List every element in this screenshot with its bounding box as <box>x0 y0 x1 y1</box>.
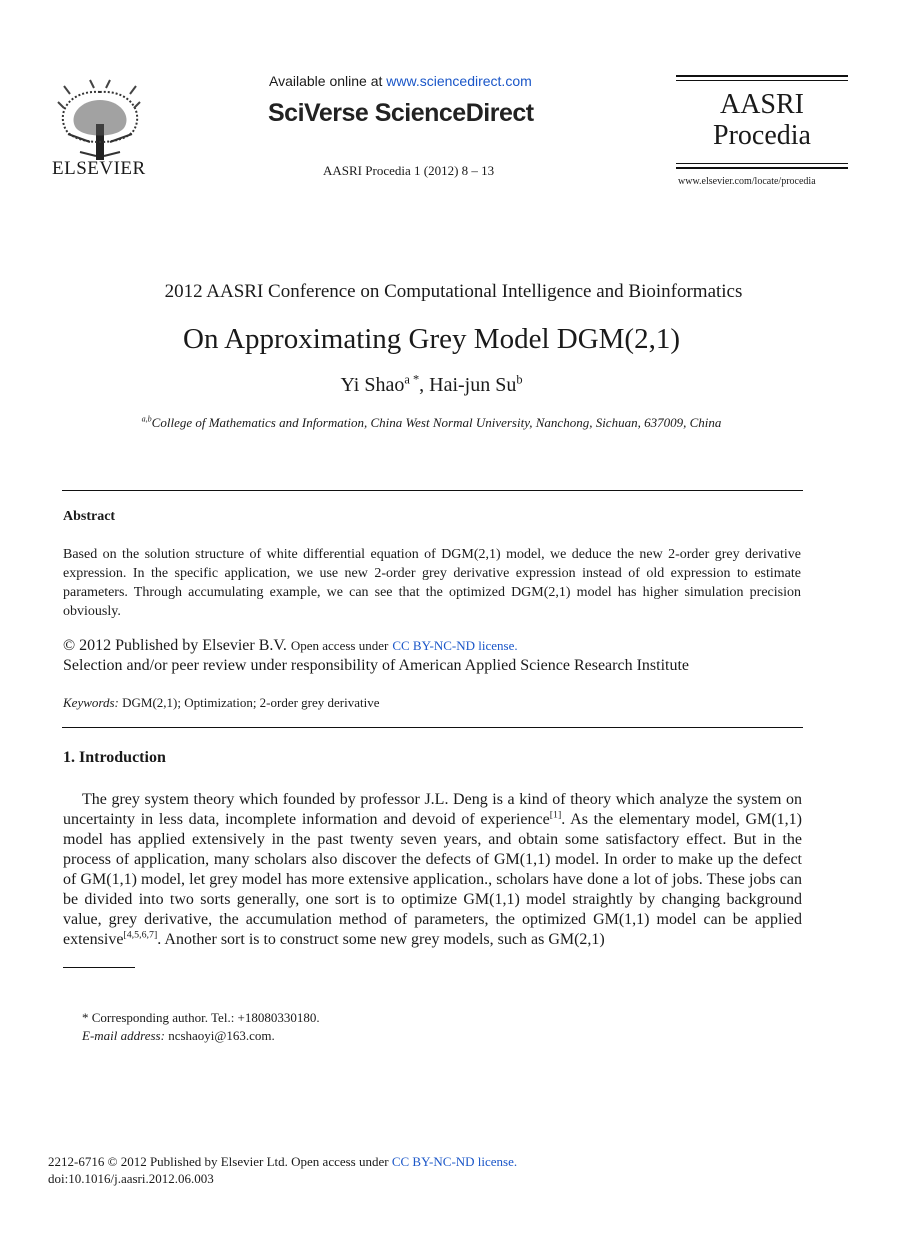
issn-text: 2212-6716 © 2012 Published by Elsevier Ltd. Open access under <box>48 1154 389 1169</box>
journal-name <box>676 89 848 151</box>
email-label: E-mail address: <box>82 1028 165 1043</box>
abstract-top-rule <box>62 490 803 491</box>
masthead-rule-bottom-thin <box>676 163 848 164</box>
affiliation-text: College of Mathematics and Information, China West Normal University, Nanchong, Sichuan, 637009, China <box>151 415 722 430</box>
intro-text-part1: The grey system theory which founded by professor J.L. Deng is a kind of theory which analyze the system on uncertainty in less data, incomplete information and devoid of experience <box>63 791 802 828</box>
elsevier-logo <box>50 72 150 182</box>
keywords <box>63 695 380 711</box>
keywords-list: DGM(2,1); Optimization; 2-order grey derivative <box>122 695 380 710</box>
affiliation-mark: a,b <box>141 414 152 424</box>
journal-masthead <box>676 75 848 171</box>
author-list <box>0 374 863 397</box>
citation-ref: [4,5,6,7] <box>123 929 158 941</box>
license-link[interactable]: CC BY-NC-ND license. <box>392 638 518 653</box>
abstract-text: Based on the solution structure of white differential equation of DGM(2,1) model, we deduce the new 2-order grey derivative expression. In the specific application, we use new 2-order grey derivative expression instead of old expression to estimate parameters. Through accumulating example, we can see that the optimized DGM(2,1) model has higher simulation precision obviously. <box>63 547 801 619</box>
masthead-rule-top <box>676 75 848 77</box>
journal-url[interactable]: www.elsevier.com/locate/procedia <box>678 176 816 187</box>
logo-wordmark: ELSEVIER <box>52 158 146 179</box>
author-name: Hai-jun Su <box>429 374 517 396</box>
paper-title: On Approximating Grey Model DGM(2,1) <box>183 323 680 355</box>
masthead-rule-top-thin <box>676 80 848 81</box>
author-name: Yi Shao <box>340 374 405 396</box>
copyright-text: © 2012 Published by Elsevier B.V. <box>63 637 287 654</box>
masthead-rule-bottom <box>676 167 848 169</box>
journal-name-line1: AASRI <box>719 89 804 120</box>
citation-ref: [1] <box>549 809 562 821</box>
author-mark: a * <box>404 372 420 387</box>
journal-name-line2: Procedia <box>713 120 811 151</box>
introduction-paragraph <box>63 790 802 950</box>
available-online-prefix: Available online at <box>269 73 387 89</box>
email-address: ncshaoyi@163.com. <box>168 1028 275 1043</box>
keywords-label: Keywords: <box>63 695 119 710</box>
issn-line <box>48 1154 517 1170</box>
footnote-rule <box>63 967 135 968</box>
doi: doi:10.1016/j.aasri.2012.06.003 <box>48 1171 214 1186</box>
peer-review-statement: Selection and/or peer review under responsibility of American Applied Science Research Institute <box>63 657 690 674</box>
intro-text-part3: . Another sort is to construct some new grey models, such as GM(2,1) <box>157 931 605 948</box>
copyright-line <box>63 637 518 655</box>
section-heading: 1. Introduction <box>63 749 166 766</box>
corresponding-author-note: * Corresponding author. Tel.: +18080330180. <box>82 1010 320 1025</box>
email-note <box>82 1028 275 1044</box>
abstract-bottom-rule <box>62 727 803 728</box>
available-online <box>269 73 532 89</box>
conference-name: 2012 AASRI Conference on Computational Intelligence and Bioinformatics <box>164 281 743 302</box>
affiliation <box>0 415 863 431</box>
author-mark: b <box>516 372 523 387</box>
journal-reference: AASRI Procedia 1 (2012) 8 – 13 <box>323 163 495 178</box>
author-separator: , <box>419 374 430 396</box>
platform-name: SciVerse ScienceDirect <box>268 99 534 127</box>
footer-license-link[interactable]: CC BY-NC-ND license. <box>391 1154 518 1169</box>
abstract-heading: Abstract <box>63 509 116 524</box>
intro-text-part2: . As the elementary model, GM(1,1) model has applied extensively in the past twenty seven years, and obtain some satisfactory effect. But in the process of application, many scholars also discover the defects of GM(1,1) model. In order to make up the defect of GM(1,1) model, let grey model has more extensive application., scholars have done a lot of jobs. These jobs can be divided into two sorts generally, one sort is to optimize GM(1,1) model straightly by changing background value, grey derivative, the accumulation method of parameters, the optimized GM(1,1) model can be applied extensive <box>63 811 802 948</box>
sciencedirect-link[interactable]: www.sciencedirect.com <box>386 73 532 89</box>
open-access-text: Open access under <box>290 638 389 653</box>
